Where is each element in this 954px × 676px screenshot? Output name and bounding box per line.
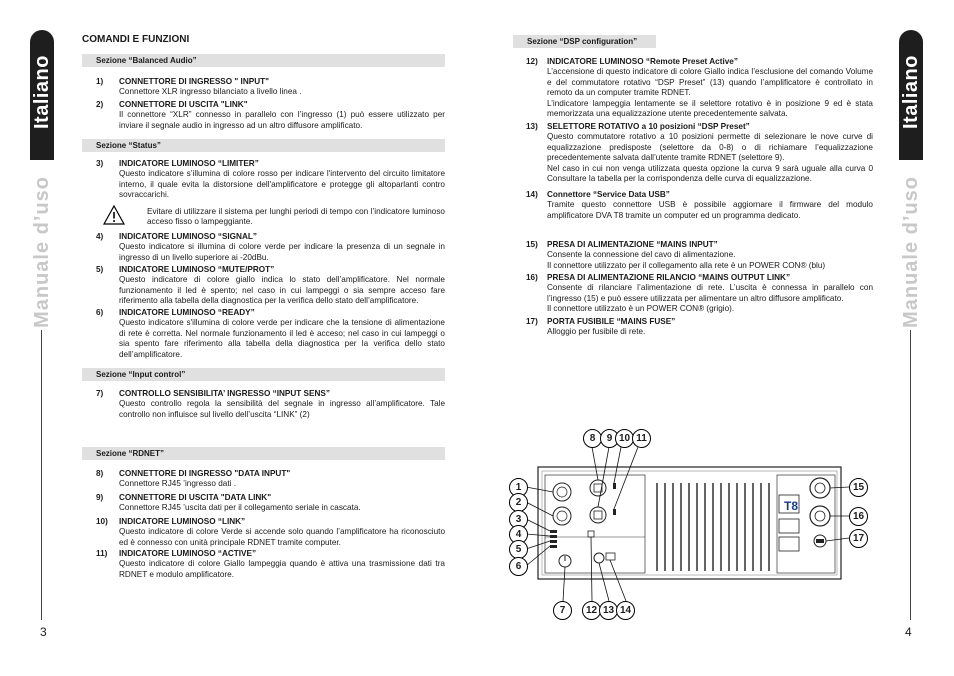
warning-icon: [103, 205, 125, 225]
callout-8: 8: [583, 429, 602, 448]
warning-text: Evitare di utilizzare il sistema per lunghi periodi di tempo con l’indicatore luminoso acceso fisso o lampeggiante.: [147, 207, 445, 227]
page-number-left: 3: [40, 625, 47, 639]
section-status: Sezione “Status”: [82, 139, 445, 152]
callout-3: 3: [509, 510, 528, 529]
panel-drawing: [505, 425, 875, 625]
section-input-control: Sezione “Input control”: [82, 368, 445, 381]
callout-17: 17: [849, 529, 868, 548]
page-heading: COMANDI E FUNZIONI: [82, 34, 190, 45]
callout-10: 10: [615, 429, 634, 448]
callout-5: 5: [509, 540, 528, 559]
callout-6: 6: [509, 557, 528, 576]
page-number-right: 4: [905, 625, 912, 639]
side-tab-title: Italiano: [900, 55, 922, 130]
panel-logo: T8: [784, 499, 799, 513]
side-tab-left: [30, 30, 54, 620]
section-balanced-audio: Sezione “Balanced Audio”: [82, 54, 445, 67]
side-tab-subtitle: Manuale d’uso: [900, 176, 922, 328]
callout-11: 11: [632, 429, 651, 448]
callout-13: 13: [599, 601, 618, 620]
amplifier-panel-diagram: [505, 425, 875, 625]
callout-1: 1: [509, 478, 528, 497]
callout-2: 2: [509, 493, 528, 512]
callout-12: 12: [582, 601, 601, 620]
callout-15: 15: [849, 478, 868, 497]
section-dsp-configuration: Sezione “DSP configuration”: [513, 35, 656, 48]
callout-9: 9: [600, 429, 619, 448]
callout-16: 16: [849, 507, 868, 526]
callout-4: 4: [509, 525, 528, 544]
callout-14: 14: [616, 601, 635, 620]
callout-7: 7: [553, 601, 572, 620]
side-tab-subtitle: Manuale d’uso: [31, 176, 53, 328]
side-tab-right: [899, 30, 923, 620]
section-rdnet: Sezione “RDNET”: [82, 447, 445, 460]
side-tab-title: Italiano: [31, 55, 53, 130]
